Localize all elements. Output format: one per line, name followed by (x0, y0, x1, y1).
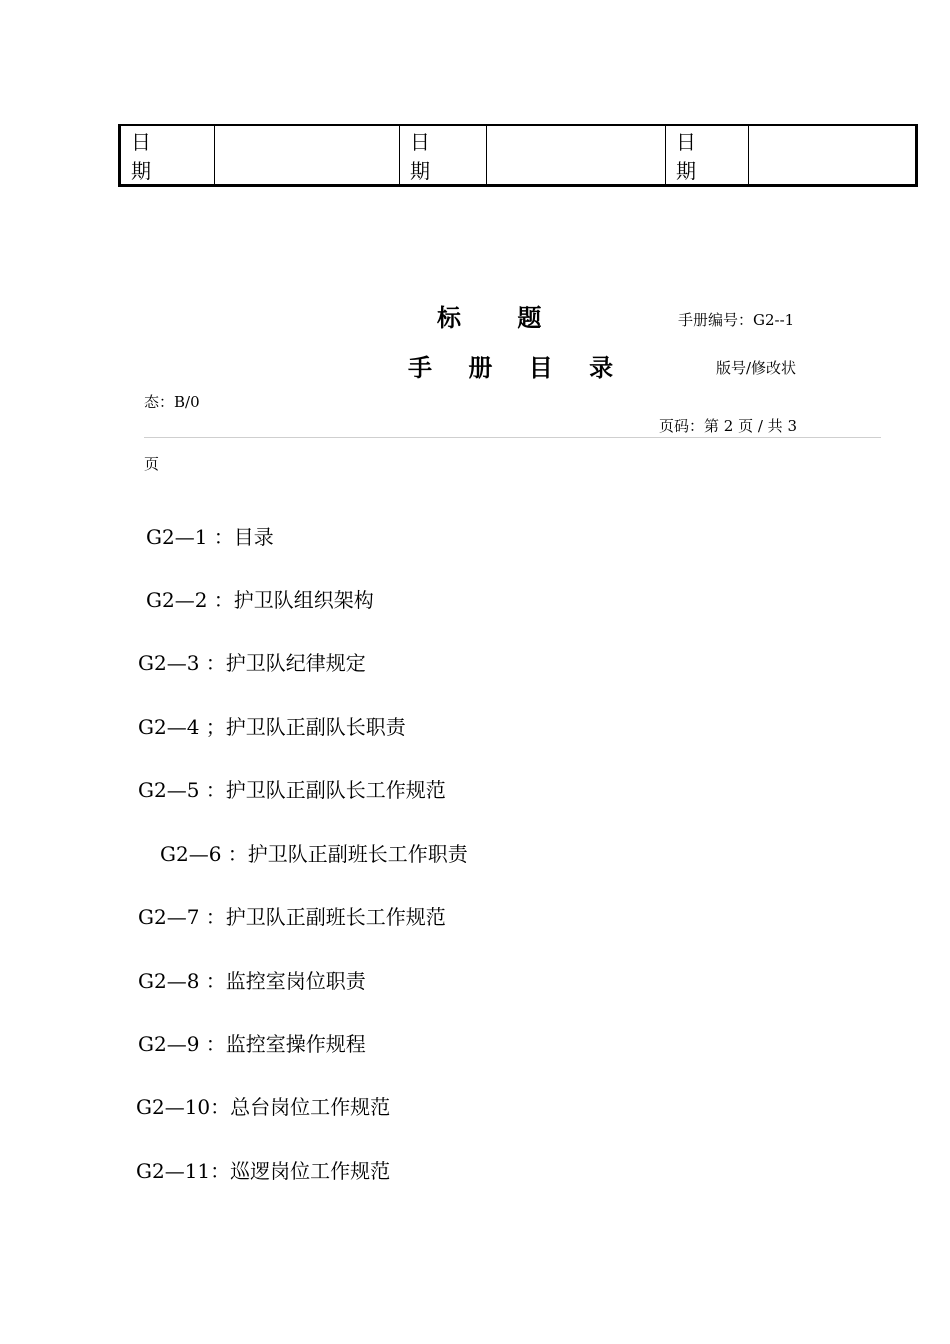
toc-item: G2—4 ；护卫队正副队长职责 (138, 715, 406, 739)
toc-item: G2—1 ：目录 (146, 525, 274, 549)
date-value-3 (749, 125, 917, 186)
header-divider (144, 437, 881, 438)
toc-item: G2—9 ：监控室操作规程 (138, 1032, 366, 1056)
date-value-2 (487, 125, 666, 186)
date-row (120, 125, 917, 186)
toc-item: G2—8 ：监控室岗位职责 (138, 969, 366, 993)
manual-code: 手册编号：G2--1 (678, 311, 795, 329)
page-number: 页码：第 2 页 / 共 3 (659, 417, 797, 435)
date-label-3: 日 期 (666, 125, 749, 186)
toc-item: G2—10：总台岗位工作规范 (136, 1095, 391, 1119)
date-table (118, 124, 918, 187)
version-label: 版号/修改状 (716, 359, 797, 377)
toc-item: G2—7 ：护卫队正副班长工作规范 (138, 905, 446, 929)
doc-title: 手 册 目 录 (408, 354, 628, 382)
date-value-1 (215, 125, 400, 186)
toc-item: G2—6 ：护卫队正副班长工作职责 (160, 842, 468, 866)
toc-item: G2—2 ：护卫队组织架构 (146, 588, 374, 612)
doc-title-label: 标 题 (437, 304, 566, 332)
date-label-1: 日 期 (131, 130, 165, 183)
toc-item: G2—5 ：护卫队正副队长工作规范 (138, 778, 446, 802)
version-value: 态：B/0 (144, 393, 200, 411)
toc-item: G2—11：巡逻岗位工作规范 (136, 1159, 391, 1183)
toc-item: G2—3 ：护卫队纪律规定 (138, 651, 366, 675)
date-label-2: 日 期 (400, 125, 487, 186)
page-number-suffix: 页 (144, 455, 160, 473)
